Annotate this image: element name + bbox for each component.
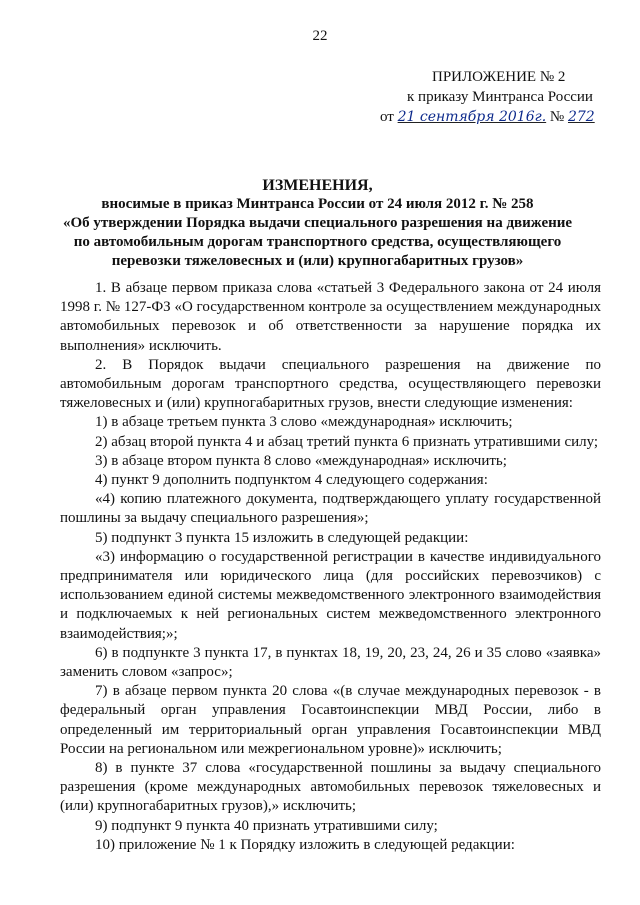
annex-subtitle: к приказу Минтранса России	[407, 89, 593, 105]
paragraph: 4) пункт 9 дополнить подпунктом 4 следующего содержания:	[95, 472, 488, 489]
page-number: 22	[312, 28, 328, 44]
heading-line-1: ИЗМЕНЕНИЯ,	[262, 177, 373, 194]
document-body	[60, 279, 601, 855]
handwritten-number: 272	[567, 109, 595, 125]
handwritten-date: 21 сентября 2016г.	[397, 109, 547, 125]
date-prefix: от	[380, 109, 394, 125]
paragraph: 2) абзац второй пункта 4 и абзац третий пункта 6 признать утратившими силу;	[95, 433, 599, 450]
paragraph: «3) информацию о государственной регистрации в качестве индивидуального предпринимателя или юридического лица (для российских перевозчиков) с использованием единой системы межведомственного электронного взаимодействия и подключаемых к ней региональных систем межведомственного электронного взаимодействия;»;	[60, 548, 601, 642]
paragraph: 9) подпункт 9 пункта 40 признать утратившими силу;	[95, 817, 438, 834]
paragraph: 2. В Порядок выдачи специального разрешения на движение по автомобильным дорогам транспортного средства, осуществляющего перевозки тяжеловесных и (или) крупногабаритных грузов, внести следующие изменения:	[60, 356, 601, 412]
paragraph: 1) в абзаце третьем пункта 3 слово «международная» исключить;	[95, 414, 513, 431]
paragraph: 6) в подпункте 3 пункта 17, в пунктах 18, 19, 20, 23, 24, 26 и 35 слово «заявка» заменить словом «запрос»;	[60, 644, 601, 681]
paragraph: 3) в абзаце втором пункта 8 слово «международная» исключить;	[95, 452, 507, 469]
annex-header	[380, 67, 600, 127]
annex-date-line	[380, 107, 600, 127]
heading-line-2: вносимые в приказ Минтранса России от 24 июля 2012 г. № 258	[101, 196, 534, 212]
paragraph: 1. В абзаце первом приказа слова «статьей 3 Федерального закона от 24 июля 1998 г. № 127-ФЗ «О государственном контроле за осуществлением международных автомобильных перевозок и об ответственности за нарушение порядка их выполнения» исключить.	[60, 280, 601, 354]
paragraph: «4) копию платежного документа, подтверждающего уплату государственной пошлины за выдачу специального разрешения»;	[60, 491, 601, 527]
heading-line-3: «Об утверждении Порядка выдачи специального разрешения на движение по автомобильным дорогам транспортного средства, осуществляющего перевозки тяжеловесных и (или) крупногабаритных грузов»	[62, 215, 573, 269]
paragraph: 7) в абзаце первом пункта 20 слова «(в случае международных перевозок - в федеральный орган управления Госавтоинспекции МВД России, либо в определенный им территориальный орган управления Госавтоинспекции МВД России на региональном или межрегиональном уровне)» исключить;	[60, 683, 601, 757]
paragraph: 10) приложение № 1 к Порядку изложить в следующей редакции:	[95, 836, 515, 853]
document-heading	[60, 176, 575, 271]
number-prefix: №	[549, 109, 565, 125]
paragraph: 5) подпункт 3 пункта 15 изложить в следующей редакции:	[95, 529, 469, 546]
paragraph: 8) в пункте 37 слова «государственной пошлины за выдачу специального разрешения (кроме международных автомобильных перевозок тяжеловесных и (или) крупногабаритных грузов),» исключить;	[60, 760, 601, 815]
annex-title: ПРИЛОЖЕНИЕ № 2	[432, 69, 566, 85]
